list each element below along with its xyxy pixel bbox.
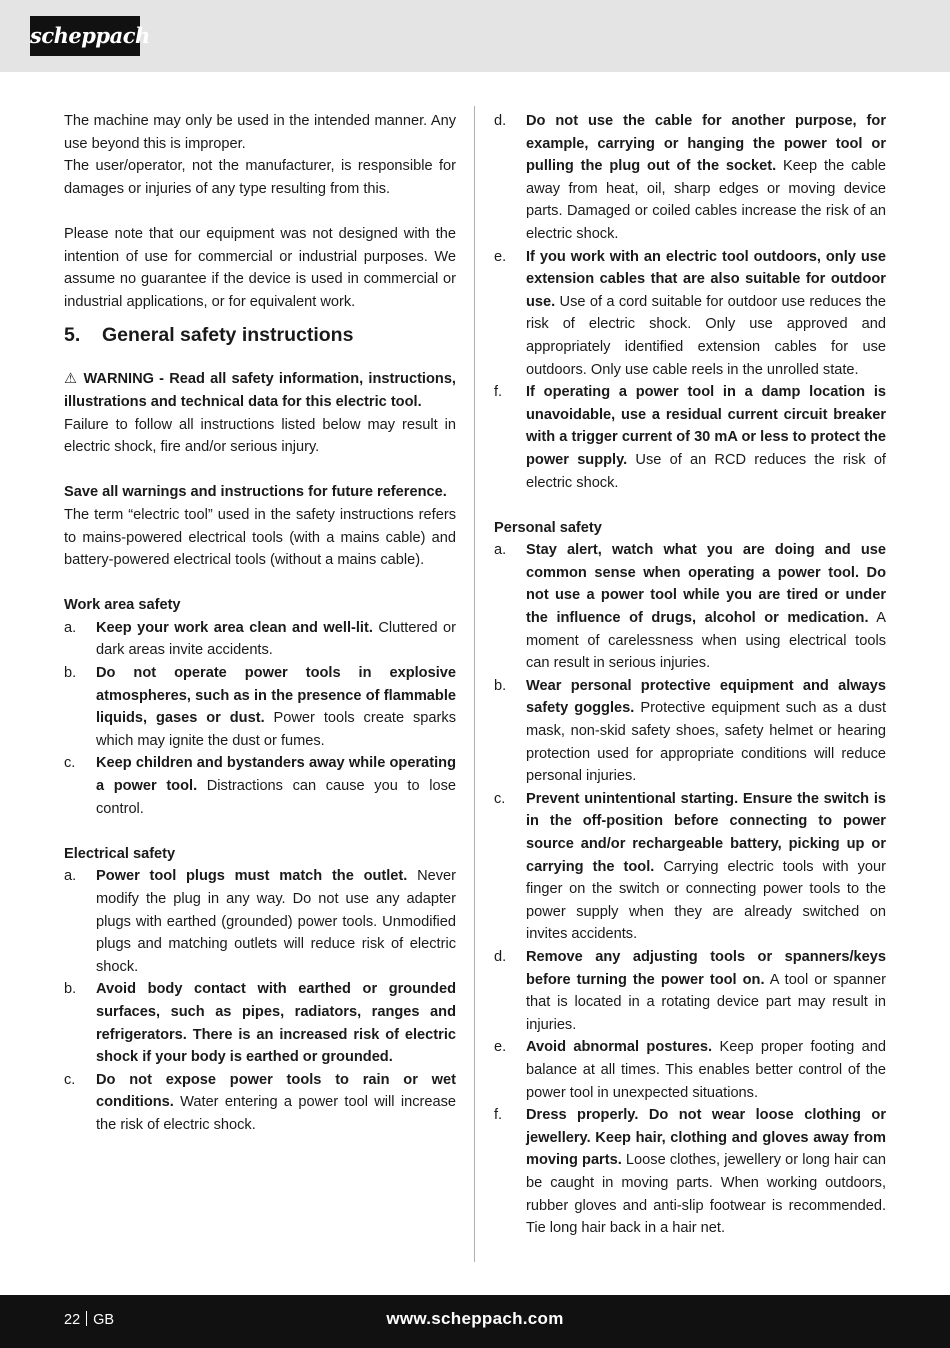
item-bold: If you work with an electric tool outdoors, only use extension cables that are also suitable for outdoor use. (526, 248, 886, 310)
electrical-safety-list (64, 865, 456, 1136)
list-item (64, 978, 456, 1068)
intro-paragraph: The machine may only be used in the intended manner. Any use beyond this is improper. (64, 113, 456, 152)
item-bold: Do not use the cable for another purpose, for example, carrying or hanging the power tool or pulling the plug out of the socket. (526, 113, 886, 175)
list-item (64, 865, 456, 978)
item-bold: Keep children and bystanders away while operating a power tool. (96, 755, 456, 795)
warning-bold-text: WARNING - Read all safety information, instructions, illustrations and technical data for this electric tool. (64, 371, 456, 410)
column-divider (474, 106, 475, 1262)
item-text: Use of an RCD reduces the risk of electric shock. (526, 451, 886, 491)
list-marker: b. (494, 677, 507, 694)
personal-safety-heading: Personal safety (494, 519, 602, 536)
list-item (494, 675, 886, 788)
item-text: Keep the cable away from heat, oil, sharp edges or moving device parts. Damaged or coiled cables increase the risk of an electric shock. (526, 158, 886, 242)
list-item (64, 752, 456, 820)
intro-paragraph-responsibility: The user/operator, not the manufacturer, is responsible for damages or injuries of any type resulting from this. (64, 158, 456, 197)
warning-triangle-icon: ⚠ (64, 371, 79, 388)
list-marker: f. (494, 384, 503, 401)
list-marker: d. (494, 113, 507, 129)
item-text: Protective equipment such as a dust mask, non-skid safety shoes, safety helmet or hearing protection used for appropriate conditions will reduce personal injuries. (526, 700, 886, 785)
item-text: Loose clothes, jewellery or long hair can be caught in moving parts. When working outdoors, rubber gloves and anti-slip footwear is recommended. Tie long hair back in a hair net. (526, 1152, 886, 1237)
list-marker: a. (494, 542, 507, 559)
list-marker: e. (494, 1039, 507, 1056)
electrical-safety-list-continued (494, 110, 886, 494)
item-text: Use of a cord suitable for outdoor use reduces the risk of electric shock. Only use approved and appropriately identified extension cables for use outdoors. Only use cable reels in the unrolled state. (526, 293, 886, 378)
item-text: Water entering a power tool will increase the risk of electric shock. (96, 1094, 456, 1133)
list-marker: c. (64, 755, 76, 772)
list-marker: b. (64, 981, 77, 998)
commercial-use-paragraph: Please note that our equipment was not designed with the intention of use for commercial or industrial purposes. We assume no guarantee if the device is used in commercial or industrial applications, or for equivalent work. (64, 225, 456, 310)
item-text: Carrying electric tools with your finger on the switch or connecting power tools to the power supply when they are already switched on invites accidents. (526, 858, 886, 943)
item-text: Never modify the plug in any way. Do not use any adapter plugs with earthed (grounded) power tools. Unmodified plugs and matching outlets will reduce risk of electric shock. (96, 868, 457, 975)
list-marker: a. (64, 619, 77, 636)
list-marker: c. (64, 1071, 76, 1088)
save-instructions: Save all warnings and instructions for future reference. (64, 484, 447, 501)
item-text: Keep proper footing and balance at all times. This enables better control of the power tool in unexpected situations. (526, 1039, 887, 1101)
list-marker: f. (494, 1107, 503, 1124)
list-marker: d. (494, 948, 507, 965)
section-title: General safety instructions (102, 324, 354, 347)
item-bold: Do not expose power tools to rain or wet conditions. (96, 1071, 456, 1111)
website-link[interactable]: www.scheppach.com (386, 1309, 564, 1328)
item-bold: Do not operate power tools in explosive atmospheres, such as in the presence of flammable liquids, gases or dust. (96, 665, 456, 727)
work-area-heading: Work area safety (64, 597, 181, 614)
item-bold: Avoid abnormal postures. (526, 1039, 713, 1056)
item-bold: Avoid body contact with earthed or grounded surfaces, such as pipes, radiators, ranges and refrigerators. There is an increased risk of electric shock if your body is earthed or grounded. (96, 981, 456, 1066)
footer-bar (0, 1295, 950, 1348)
item-bold: Prevent unintentional starting. Ensure the switch is in the off-position before connecting to power source and/or rechargeable battery, picking up or carrying the tool. (526, 790, 886, 875)
language-code: GB (93, 1312, 115, 1328)
item-text: Cluttered or dark areas invite accidents. (96, 619, 457, 659)
list-item (494, 246, 886, 382)
list-item (64, 662, 456, 752)
list-item (494, 946, 886, 1036)
electric-tool-definition: The term “electric tool” used in the safety instructions refers to mains-powered electrical tools (with a mains cable) and battery-powered electrical tools (without a mains cable). (64, 506, 456, 569)
list-item (64, 1069, 456, 1137)
left-column (64, 110, 456, 1137)
item-bold: Stay alert, watch what you are doing and use common sense when operating a power tool. Do not use a power tool while you are tired or under the influence of drugs, alcohol or medication. (526, 542, 886, 627)
item-bold: Power tool plugs must match the outlet. (96, 868, 408, 885)
list-marker: e. (494, 248, 507, 265)
item-bold: Dress properly. Do not wear loose clothing or jewellery. Keep hair, clothing and gloves away from moving parts. (526, 1107, 886, 1169)
page-number: 22 (64, 1312, 81, 1328)
item-bold: Keep your work area clean and well-lit. (96, 619, 373, 636)
list-item (494, 110, 886, 246)
list-item (64, 617, 456, 662)
section-heading (64, 323, 456, 347)
item-bold: Remove any adjusting tools or spanners/keys before turning the power tool on. (526, 948, 886, 988)
list-item (494, 539, 886, 675)
work-area-list (64, 617, 456, 820)
warning-consequence: Failure to follow all instructions listed below may result in electric shock, fire and/or serious injury. (64, 416, 456, 456)
list-item (494, 1036, 886, 1104)
list-item (494, 1104, 886, 1240)
list-item (494, 381, 886, 494)
section-number: 5. (64, 324, 81, 347)
item-bold: If operating a power tool in a damp location is unavoidable, use a residual current circuit breaker with a trigger current of 30 mA or less to protect the power supply. (526, 384, 886, 468)
warning-statement (64, 368, 456, 413)
list-marker: b. (64, 665, 77, 682)
scheppach-logo: scheppach (30, 16, 140, 56)
list-item (494, 788, 886, 946)
item-text: Distractions can cause you to lose control. (96, 778, 456, 817)
item-text: A tool or spanner that is located in a rotating device part may result in injuries. (526, 971, 886, 1033)
personal-safety-list (494, 539, 886, 1239)
item-bold: Wear personal protective equipment and always safety goggles. (526, 677, 886, 717)
item-text: A moment of carelessness when using electrical tools can result in serious injuries. (526, 610, 886, 672)
electrical-safety-heading: Electrical safety (64, 845, 176, 862)
list-marker: c. (494, 790, 506, 807)
header-bar (0, 0, 950, 72)
item-text: Power tools create sparks which may ignite the dust or fumes. (96, 710, 456, 749)
right-column (494, 110, 886, 1240)
list-marker: a. (64, 868, 77, 885)
